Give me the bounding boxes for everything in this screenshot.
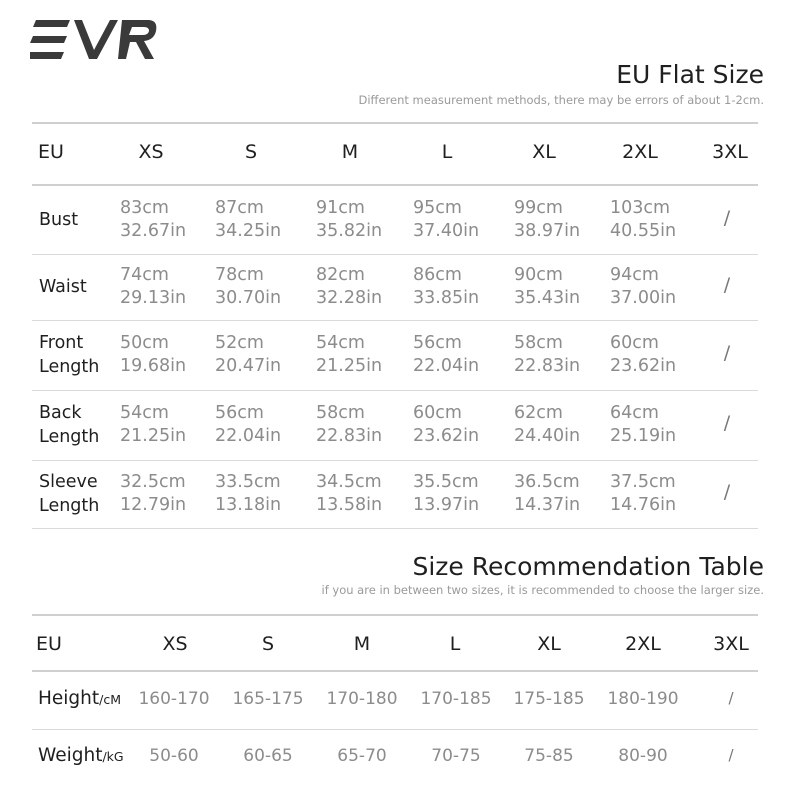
header-size-m: M [353, 633, 371, 655]
value-in: 38.97in [514, 220, 581, 241]
evr-logo [30, 16, 160, 64]
size-value: 170-180 [326, 689, 398, 709]
row-label [39, 275, 87, 299]
row-divider [32, 254, 758, 255]
row-divider [32, 460, 758, 461]
size-value [413, 197, 479, 243]
size-value [120, 264, 186, 310]
value-in: 37.40in [413, 220, 480, 241]
size-value [215, 402, 281, 448]
value-in: 35.82in [316, 220, 383, 241]
row-label [39, 331, 99, 379]
header-size-2xl: 2XL [625, 633, 661, 655]
header-size-s: S [261, 633, 275, 655]
value-cm: 94cm [610, 265, 659, 285]
header-eu: EU [36, 633, 62, 655]
size-value [120, 402, 186, 448]
row-label-line: Front [39, 333, 84, 353]
value-cm: 74cm [120, 265, 169, 285]
row-label-line: Back [39, 403, 82, 423]
value-in: 22.04in [413, 356, 480, 376]
row-label [38, 688, 121, 709]
size-value [413, 332, 479, 378]
header-size-m: M [341, 141, 359, 163]
size-value [215, 471, 281, 517]
header-size-3xl: 3XL [712, 141, 748, 163]
header-eu: EU [38, 141, 64, 163]
value-cm: 91cm [316, 197, 365, 218]
value-na: / [723, 206, 731, 229]
row-label-line: Length [39, 357, 100, 377]
row-label-unit: /kG [102, 749, 124, 764]
row-divider [32, 670, 758, 672]
value-cm: 64cm [610, 403, 659, 423]
size-value [316, 197, 382, 243]
row-label [38, 745, 124, 766]
value-in: 25.19in [610, 426, 677, 446]
value-cm: 60cm [610, 333, 659, 353]
value-in: 13.58in [316, 495, 383, 515]
value-cm: 33.5cm [215, 472, 281, 492]
size-value [120, 332, 186, 378]
row-divider [32, 122, 758, 124]
value-in: 22.04in [215, 426, 282, 446]
value-cm: 56cm [215, 403, 264, 423]
value-na: / [723, 481, 731, 503]
value-in: 23.62in [610, 356, 677, 376]
value-cm: 36.5cm [514, 472, 580, 492]
size-value: 65-70 [337, 746, 387, 766]
value-in: 33.85in [413, 288, 480, 308]
value-in: 14.76in [610, 495, 677, 515]
row-label-line: Bust [39, 209, 79, 230]
size-value [316, 402, 382, 448]
row-label-text: Weight [38, 745, 103, 766]
value-cm: 37.5cm [610, 472, 676, 492]
value-cm: 56cm [413, 333, 462, 353]
value-cm: 78cm [215, 265, 264, 285]
row-label [39, 470, 99, 518]
row-label-unit: /cM [99, 692, 122, 707]
row-label-line: Waist [39, 277, 87, 297]
value-in: 37.00in [610, 288, 677, 308]
size-value: 75-85 [524, 746, 574, 766]
size-value [316, 264, 382, 310]
value-in: 13.18in [215, 495, 282, 515]
value-cm: 95cm [413, 197, 462, 218]
size-value: 160-170 [138, 689, 210, 709]
size-value [120, 197, 186, 243]
value-cm: 54cm [120, 403, 169, 423]
value-in: 22.83in [316, 426, 383, 446]
size-value [610, 402, 676, 448]
value-cm: 86cm [413, 265, 462, 285]
header-size-xl: XL [532, 141, 556, 163]
size-value [514, 264, 580, 310]
row-label-line: Length [39, 427, 100, 447]
value-in: 19.68in [120, 356, 187, 376]
value-in: 22.83in [514, 356, 581, 376]
value-in: 32.28in [316, 288, 383, 308]
size-value: 170-185 [420, 689, 492, 709]
row-label-text: Height [38, 688, 100, 709]
value-cm: 34.5cm [316, 472, 382, 492]
value-in: 13.97in [413, 495, 480, 515]
size-value [413, 471, 479, 517]
header-size-xl: XL [537, 633, 561, 655]
value-in: 30.70in [215, 288, 282, 308]
header-size-xs: XS [138, 141, 164, 163]
header-size-2xl: 2XL [622, 141, 658, 163]
size-value [215, 264, 281, 310]
value-in: 14.37in [514, 495, 581, 515]
flat-size-title: EU Flat Size [616, 60, 764, 89]
value-na: / [728, 746, 734, 764]
row-divider [32, 729, 758, 730]
size-value [610, 197, 676, 243]
value-in: 12.79in [120, 495, 187, 515]
value-cm: 52cm [215, 333, 264, 353]
value-cm: 58cm [316, 403, 365, 423]
header-size-l: L [441, 141, 453, 163]
value-cm: 35.5cm [413, 472, 479, 492]
size-value [514, 471, 580, 517]
value-na: / [728, 689, 734, 707]
value-cm: 83cm [120, 197, 169, 218]
size-value [215, 197, 281, 243]
value-cm: 54cm [316, 333, 365, 353]
value-in: 40.55in [610, 220, 677, 241]
value-cm: 99cm [514, 197, 563, 218]
size-value: 180-190 [607, 689, 679, 709]
value-in: 21.25in [120, 426, 187, 446]
value-na: / [723, 274, 731, 296]
row-label-line: Sleeve [39, 472, 98, 492]
value-in: 24.40in [514, 426, 581, 446]
size-value: 60-65 [243, 746, 293, 766]
row-divider [32, 320, 758, 321]
row-divider [32, 528, 758, 529]
size-value [413, 402, 479, 448]
recommendation-subtitle: if you are in between two sizes, it is recommended to choose the larger size. [321, 583, 764, 597]
size-value [120, 471, 186, 517]
value-cm: 103cm [610, 197, 671, 218]
recommendation-title: Size Recommendation Table [412, 552, 764, 581]
value-cm: 58cm [514, 333, 563, 353]
value-cm: 90cm [514, 265, 563, 285]
row-label [39, 401, 99, 449]
value-in: 29.13in [120, 288, 187, 308]
size-value [413, 264, 479, 310]
size-value: 80-90 [618, 746, 668, 766]
row-divider [32, 390, 758, 391]
row-label [39, 208, 78, 232]
value-na: / [723, 412, 731, 434]
flat-size-subtitle: Different measurement methods, there may be errors of about 1-2cm. [358, 93, 764, 107]
value-cm: 82cm [316, 265, 365, 285]
value-in: 21.25in [316, 356, 383, 376]
size-value: 50-60 [149, 746, 199, 766]
size-value [514, 197, 580, 243]
header-size-s: S [244, 141, 258, 163]
size-value [514, 332, 580, 378]
value-cm: 62cm [514, 403, 563, 423]
size-value: 70-75 [431, 746, 481, 766]
value-na: / [723, 342, 731, 364]
row-divider [32, 184, 758, 186]
size-value [316, 332, 382, 378]
header-size-3xl: 3XL [713, 633, 749, 655]
size-value [610, 471, 676, 517]
value-in: 20.47in [215, 356, 282, 376]
value-cm: 32.5cm [120, 472, 186, 492]
size-value [610, 332, 676, 378]
size-value: 175-185 [513, 689, 585, 709]
size-value: 165-175 [232, 689, 304, 709]
value-cm: 87cm [215, 197, 264, 218]
size-value [610, 264, 676, 310]
row-divider [32, 614, 758, 616]
value-cm: 50cm [120, 333, 169, 353]
size-value [316, 471, 382, 517]
header-size-xs: XS [162, 633, 188, 655]
row-label-line: Length [39, 496, 100, 516]
header-size-l: L [449, 633, 461, 655]
value-in: 23.62in [413, 426, 480, 446]
value-in: 32.67in [120, 220, 187, 241]
size-value [514, 402, 580, 448]
size-value [215, 332, 281, 378]
value-in: 35.43in [514, 288, 581, 308]
value-in: 34.25in [215, 220, 282, 241]
value-cm: 60cm [413, 403, 462, 423]
